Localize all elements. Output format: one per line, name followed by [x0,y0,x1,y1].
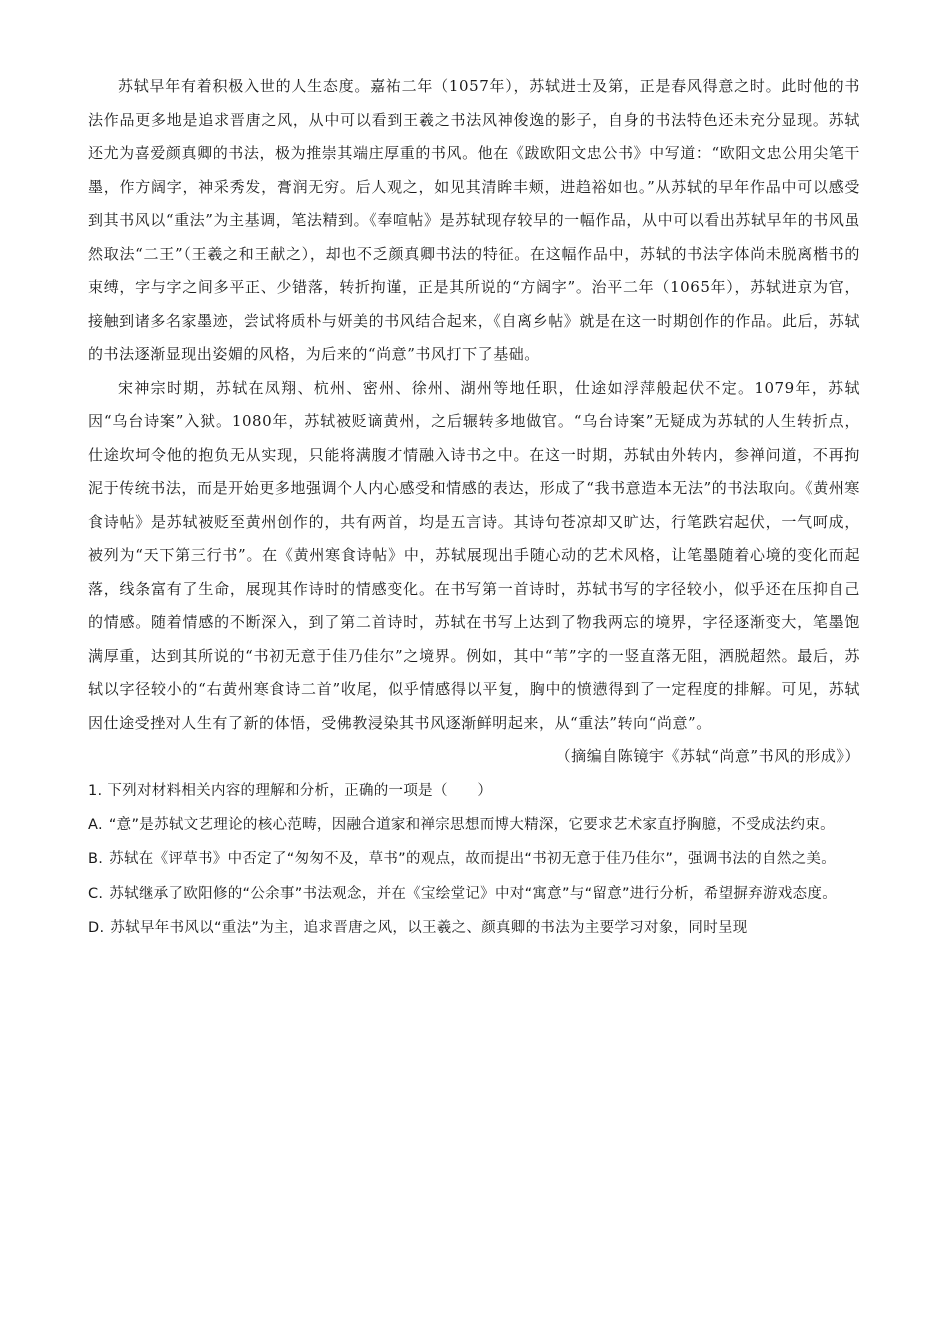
option-a-text: “意”是苏轼文艺理论的核心范畴，因融合道家和禅宗思想而博大精深，它要求艺术家直抒胸臆，不受成法约束。 [108,816,835,833]
option-d-letter: D. [88,920,105,936]
option-b-text: 苏轼在《评草书》中否定了“匆匆不及，草书”的观点，故而提出“书初无意于佳乃佳尔”，强调书法的自然之美。 [109,851,837,867]
option-c [88,877,860,912]
article-source: （摘编自陈镜宇《苏轼“尚意”书风的形成》） [555,747,860,765]
option-a [88,808,860,843]
option-d [88,911,860,946]
article-paragraph-2: 宋神宗时期，苏轼在凤翔、杭州、密州、徐州、湖州等地任职，仕途如浮萍般起伏不定。1079年，苏轼因“乌台诗案”入狱。1080年，苏轼被贬谪黄州，之后辗转多地做官。“乌台诗案”无疑成为苏轼的人生转折点，仕途坎坷令他的抱负无从实现，只能将满腹才情融入诗书之中。在这一时期，苏轼由外转内，参禅问道，不再拘泥于传统书法，而是开始更多地强调个人内心感受和情感的表达，形成了“我书意造本无法”的书法取向。《黄州寒食诗帖》是苏轼被贬至黄州创作的，共有两首，均是五言诗。其诗句苍凉却又旷达，行笔跌宕起伏，一气呵成，被列为“天下第三行书”。在《黄州寒食诗帖》中，苏轼展现出手随心动的艺术风格，让笔墨随着心境的变化而起落，线条富有了生命，展现其作诗时的情感变化。在书写第一首诗时，苏轼书写的字径较小，似乎还在压抑自己的情感。随着情感的不断深入，到了第二首诗时，苏轼在书写上达到了物我两忘的境界，字径逐渐变大，笔墨饱满厚重，达到其所说的“书初无意于佳乃佳尔”之境界。例如，其中“苇”字的一竖直落无阻，洒脱超然。最后，苏轼以字径较小的“右黄州寒食诗二首”收尾，似乎情感得以平复，胸中的愤懑得到了一定程度的排解。可见，苏轼因仕途受挫对人生有了新的体悟，受佛教浸染其书风逐渐鲜明起来，从“重法”转向“尚意”。 [88,378,860,732]
option-a-letter: A. [88,816,103,833]
option-b-letter: B. [88,851,104,867]
option-b [88,842,860,877]
document-body [88,70,860,946]
article-paragraph-1: 苏轼早年有着积极入世的人生态度。嘉祐二年（1057年），苏轼进士及第，正是春风得意之时。此时他的书法作品更多地是追求晋唐之风，从中可以看到王羲之书法风神俊逸的影子，自身的书法特色还未充分显现。苏轼还尤为喜爱颜真卿的书法，极为推崇其端庄厚重的书风。他在《跋欧阳文忠公书》中写道：“欧阳文忠公用尖笔干墨，作方阔字，神采秀发，膏润无穷。后人观之，如见其清眸丰颊，进趋裕如也。”从苏轼的早年作品中可以感受到其书风以“重法”为主基调，笔法精到。《奉喧帖》是苏轼现存较早的一幅作品，从中可以看出苏轼早年的书风虽然取法“二王”（王羲之和王献之），却也不乏颜真卿书法的特征。在这幅作品中，苏轼的书法字体尚未脱离楷书的束缚，字与字之间多平正、少错落，转折拘谨，正是其所说的“方阔字”。治平二年（1065年），苏轼进京为官，接触到诸多名家墨迹，尝试将质朴与妍美的书风结合起来，《自离乡帖》就是在这一时期创作的作品。此后，苏轼的书法逐渐显现出姿媚的风格，为后来的“尚意”书风打下了基础。 [88,77,860,363]
option-d-text: 苏轼早年书风以“重法”为主，追求晋唐之风，以王羲之、颜真卿的书法为主要学习对象，同时呈现 [110,920,748,936]
option-c-letter: C. [88,885,104,902]
question-stem: 1. 下列对材料相关内容的理解和分析，正确的一项是（ ） [88,782,493,799]
option-c-text: 苏轼继承了欧阳修的“公余事”书法观念，并在《宝绘堂记》中对“寓意”与“留意”进行分析，希望摒弃游戏态度。 [109,885,838,902]
